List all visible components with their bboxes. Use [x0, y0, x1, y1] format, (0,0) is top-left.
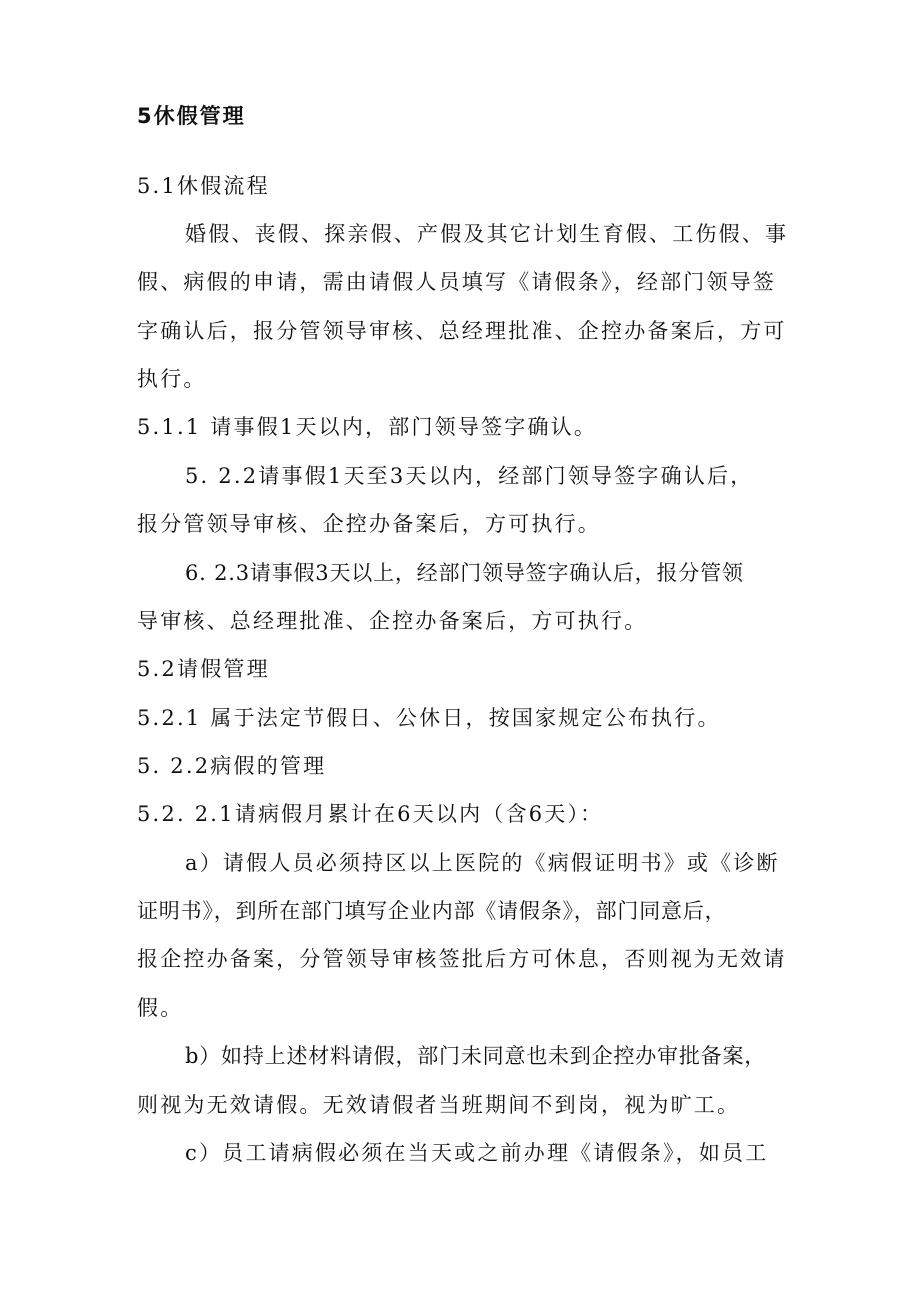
point-b-line: b）如持上述材料请假，部门未同意也未到企控办审批备案，: [185, 1044, 767, 1068]
item-5-2-2-line: 5. 2.2请事假1天至3天以内，经部门领导签字确认后，: [185, 464, 754, 488]
item-5-2-2: 5. 2.2病假的管理: [137, 754, 327, 778]
item-5-2-2-1: 5.2. 2.1请病假月累计在6天以内（含6天）：: [137, 802, 604, 826]
point-a-line: 报企控办备案，分管领导审核签批后方可休息，否则视为无效请: [137, 947, 787, 971]
point-b-line: 则视为无效请假。无效请假者当班期间不到岗，视为旷工。: [137, 1093, 741, 1117]
point-c-line: c）员工请病假必须在当天或之前办理《请假条》，如员工: [185, 1141, 769, 1165]
paragraph-line: 假、病假的申请，需由请假人员填写《请假条》，经部门领导签: [137, 270, 777, 294]
point-a-line: 证明书》，到所在部门填写企业内部《请假条》，部门同意后，: [137, 899, 727, 923]
item-5-2-2-line: 报分管领导审核、企控办备案后，方可执行。: [137, 512, 601, 536]
paragraph-line: 执行。: [137, 367, 207, 391]
paragraph-line: 字确认后，报分管领导审核、总经理批准、企控办备案后，方可: [137, 319, 787, 343]
item-5-2-1: 5.2.1 属于法定节假日、公休日，按国家规定公布执行。: [137, 706, 721, 730]
page-heading: 5休假管理: [137, 104, 246, 128]
section-5-1-title: 5.1休假流程: [137, 174, 270, 198]
section-5-2-title: 5.2请假管理: [137, 657, 270, 681]
item-5-1-1: 5.1.1 请事假1天以内，部门领导签字确认。: [137, 415, 598, 439]
item-6-2-3-line: 6. 2.3请事假3天以上，经部门领导签字确认后，报分管领: [185, 561, 744, 585]
item-6-2-3-line: 导审核、总经理批准、企控办备案后，方可执行。: [137, 609, 648, 633]
point-a-line: 假。: [137, 996, 184, 1020]
paragraph-line: 婚假、丧假、探亲假、产假及其它计划生育假、工伤假、事: [185, 222, 789, 246]
point-a-line: a）请假人员必须持区以上医院的《病假证明书》或《诊断: [185, 851, 780, 875]
